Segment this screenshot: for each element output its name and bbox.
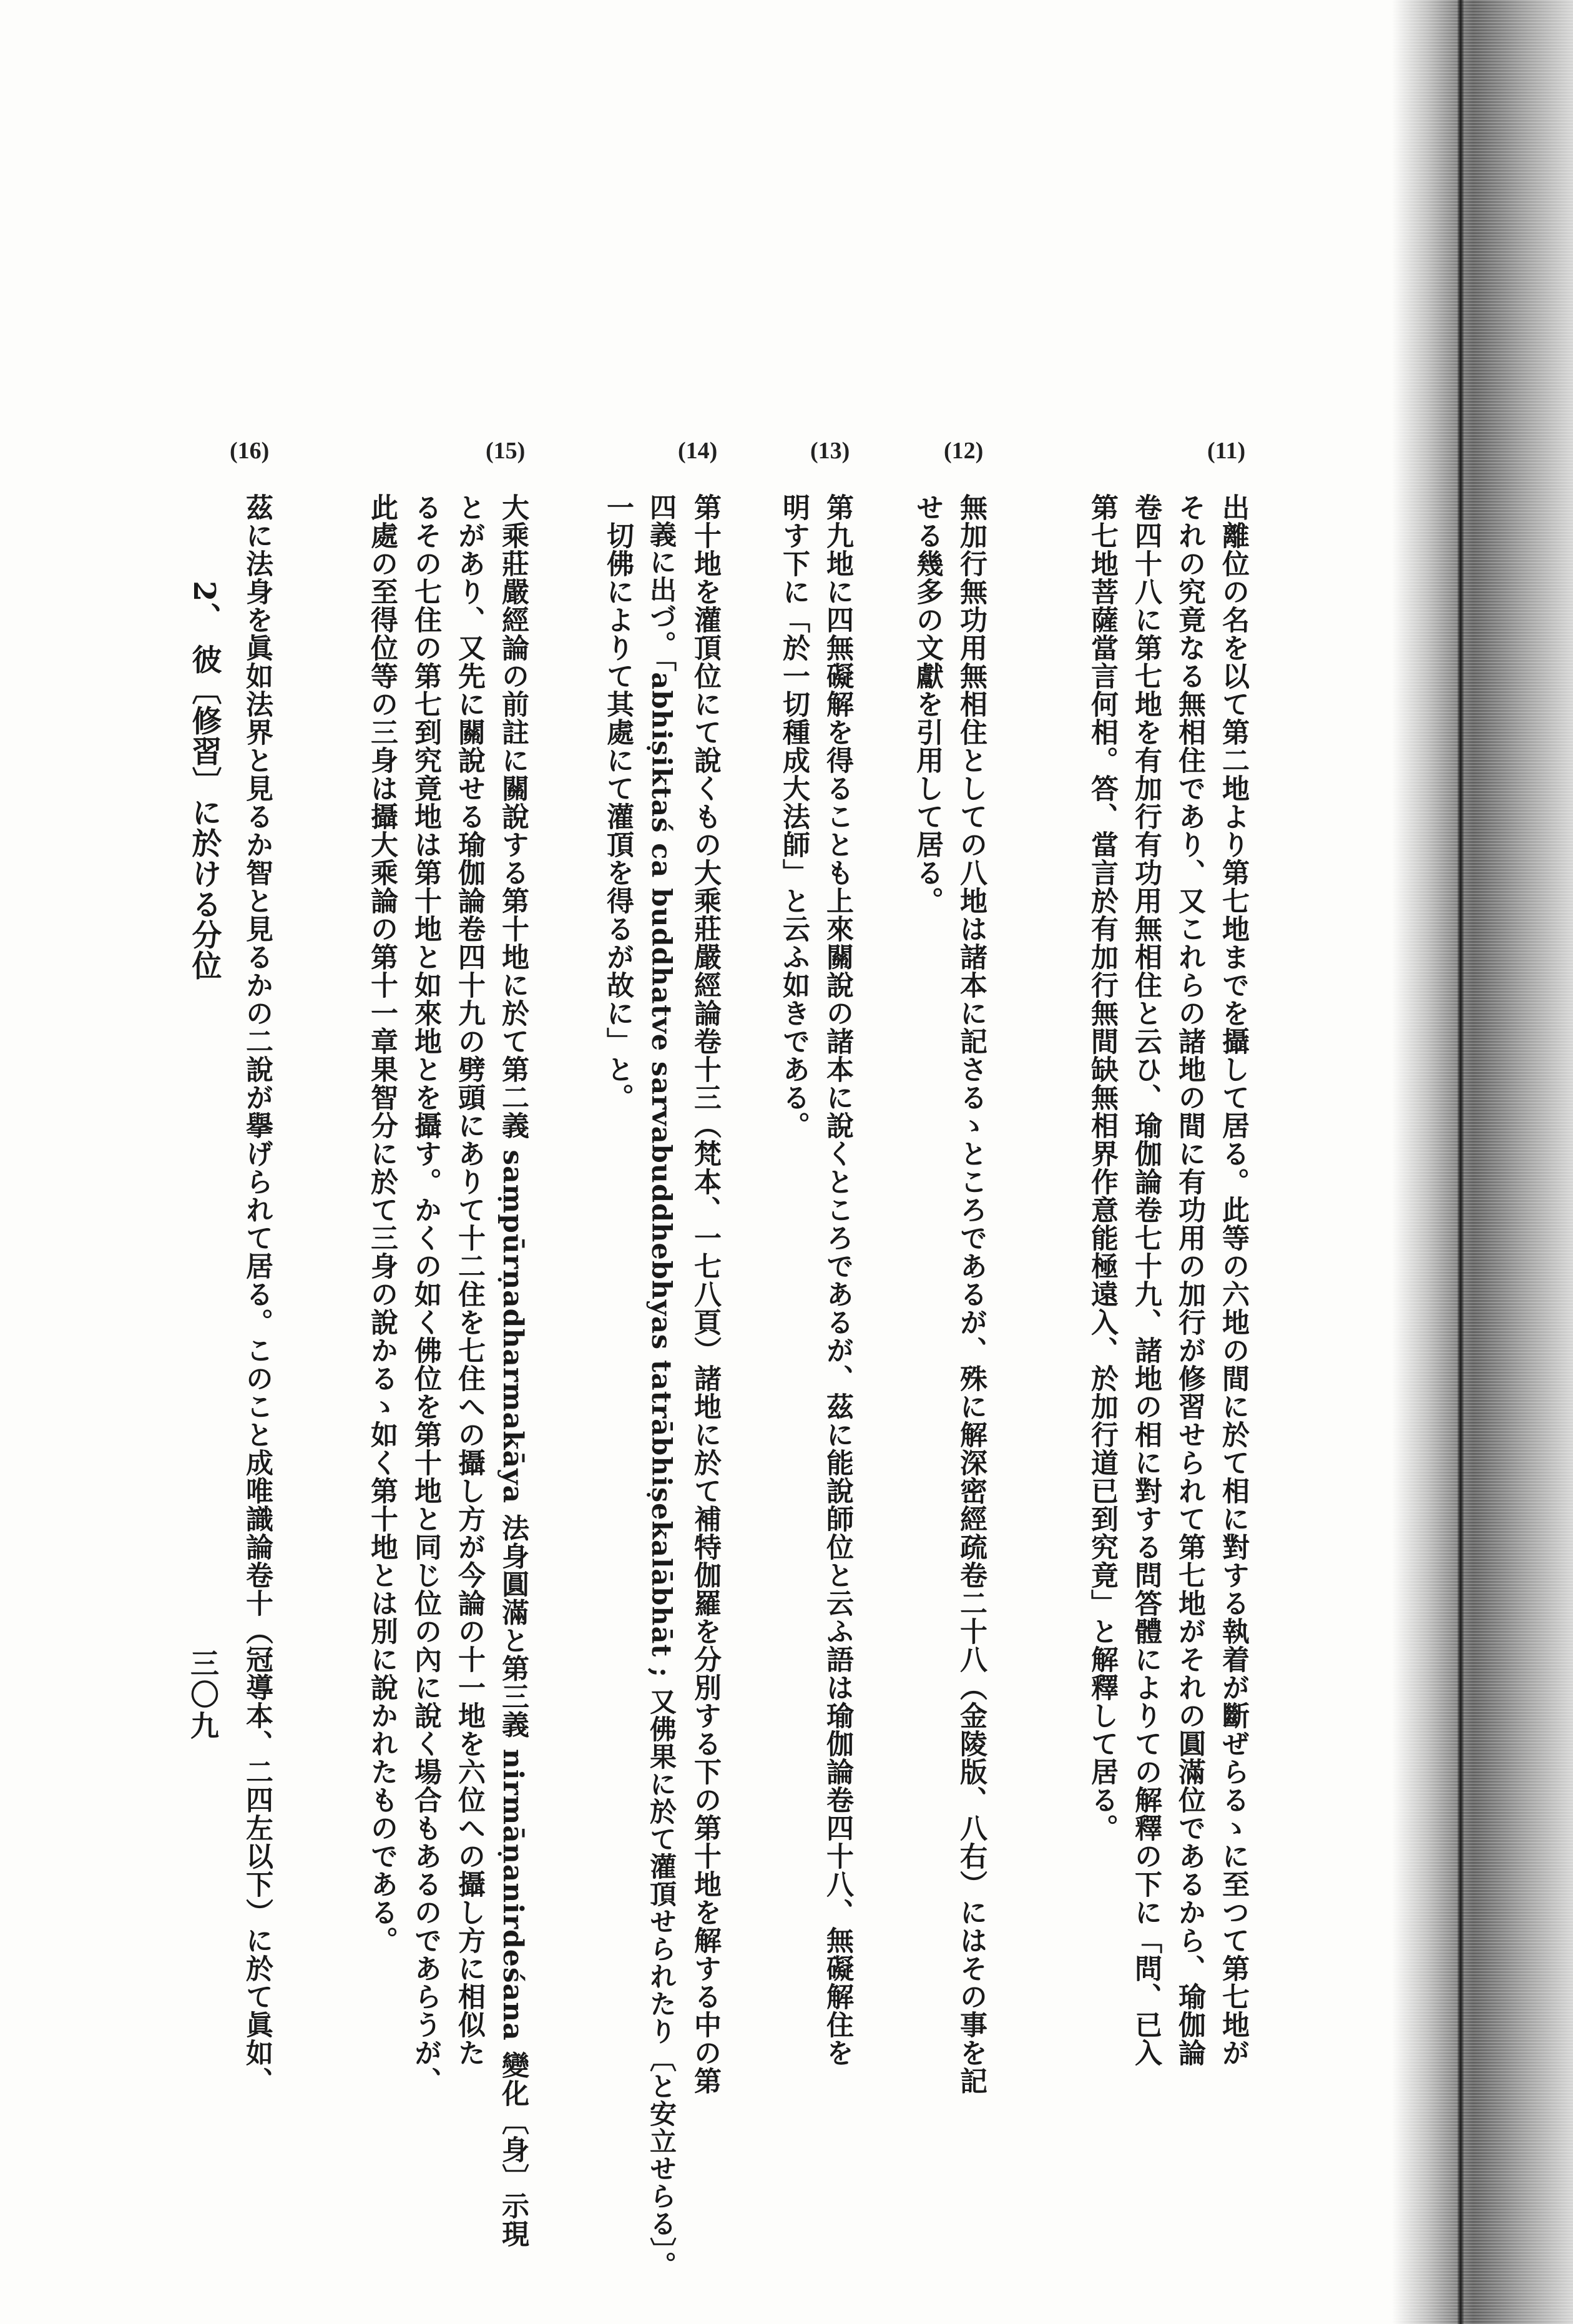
text-line: 四義に出づ。「abhiṣiktaś ca buddhatve sarvabuddhebhyas tatrābhiṣekalābhāt ; 又佛果に於て灌頂せられたり〔と安立せらる〕。 bbox=[645, 493, 677, 2279]
text-line: 第十地を灌頂位にて說くもの大乘莊嚴經論卷十三（梵本、一七八頁）諸地に於て補特伽羅を分別する下の第十地を解する中の第 bbox=[689, 493, 721, 2095]
text-line: 第九地に四無礙解を得ることも上來關說の諸本に說くところであるが、茲に能說師位と云ふ語は瑜伽論卷四十八、無礙解住を bbox=[821, 493, 853, 2067]
text-line: 茲に法身を眞如法界と見るか智と見るかの二說が擧げられて居る。このこと成唯識論卷十（冠導本、二四左以下）に於て眞如、 bbox=[241, 493, 273, 2095]
note-number: (12) bbox=[944, 438, 984, 464]
note-number: (14) bbox=[678, 438, 718, 464]
binding-line bbox=[1458, 0, 1464, 2324]
binding-shadow bbox=[1392, 0, 1573, 2324]
text-line: 一切佛によりて其處にて灌頂を得るが故に」と。 bbox=[602, 493, 634, 1111]
text-line: せる幾多の文獻を引用して居る。 bbox=[911, 493, 943, 915]
text-line: 明す下に「於一切種成大法師」と云ふ如きである。 bbox=[778, 493, 810, 1140]
note-number: (11) bbox=[1207, 438, 1246, 464]
text-line: 出離位の名を以て第二地より第七地までを攝して居る。此等の六地の間に於て相に對する執着が斷ぜらるゝに至つて第七地が bbox=[1217, 493, 1249, 2067]
text-line: とがあり、又先に關說せる瑜伽論卷四十九の劈頭にありて十二住を七住への攝し方が今論の十一地を六位への攝し方に相似た bbox=[453, 493, 485, 2067]
text-line: それの究竟なる無相住であり、又これらの諸地の間に有功用の加行が修習せられて第七地がそれの圓滿位であるから、瑜伽論 bbox=[1174, 493, 1205, 2067]
text-line: るその七住の第七到究竟地は第十地と如來地とを攝す。かくの如く佛位を第十地と同じ位の內に說く場合もあるのであらうが、 bbox=[409, 493, 441, 2095]
page-number: 三〇九 bbox=[186, 1648, 220, 1742]
section-heading: 2、 彼〔修習〕に於ける分位 bbox=[187, 581, 222, 981]
text-line: 第七地菩薩當言何相。答、當言於有加行無間缺無相界作意能極遠入、於加行道已到究竟」と解釋して居る。 bbox=[1086, 493, 1118, 1842]
text-line: 大乘莊嚴經論の前註に關說する第十地に於て第二義 saṃpūrṇadharmakāya 法身圓滿と第三義 nirmāṇanirdeśana 變化〔身〕示現 bbox=[497, 493, 529, 2248]
note-number: (15) bbox=[486, 438, 526, 464]
note-number: (16) bbox=[230, 438, 270, 464]
text-line: 此處の至得位等の三身は攝大乘論の第十一章果智分に於て三身の說かるゝ如く第十地とは別に說かれたものである。 bbox=[366, 493, 398, 1954]
note-number: (13) bbox=[810, 438, 850, 464]
text-line: 卷四十八に第七地を有加行有功用無相住と云ひ、瑜伽論卷七十九、諸地の相に對する問答體によりての解釋の下に「問、已入 bbox=[1130, 493, 1162, 2067]
text-line: 無加行無功用無相住としての八地は諸本に記さるゝところであるが、殊に解深密經疏卷二十八（金陵版、八右）にはその事を記 bbox=[955, 493, 987, 2095]
